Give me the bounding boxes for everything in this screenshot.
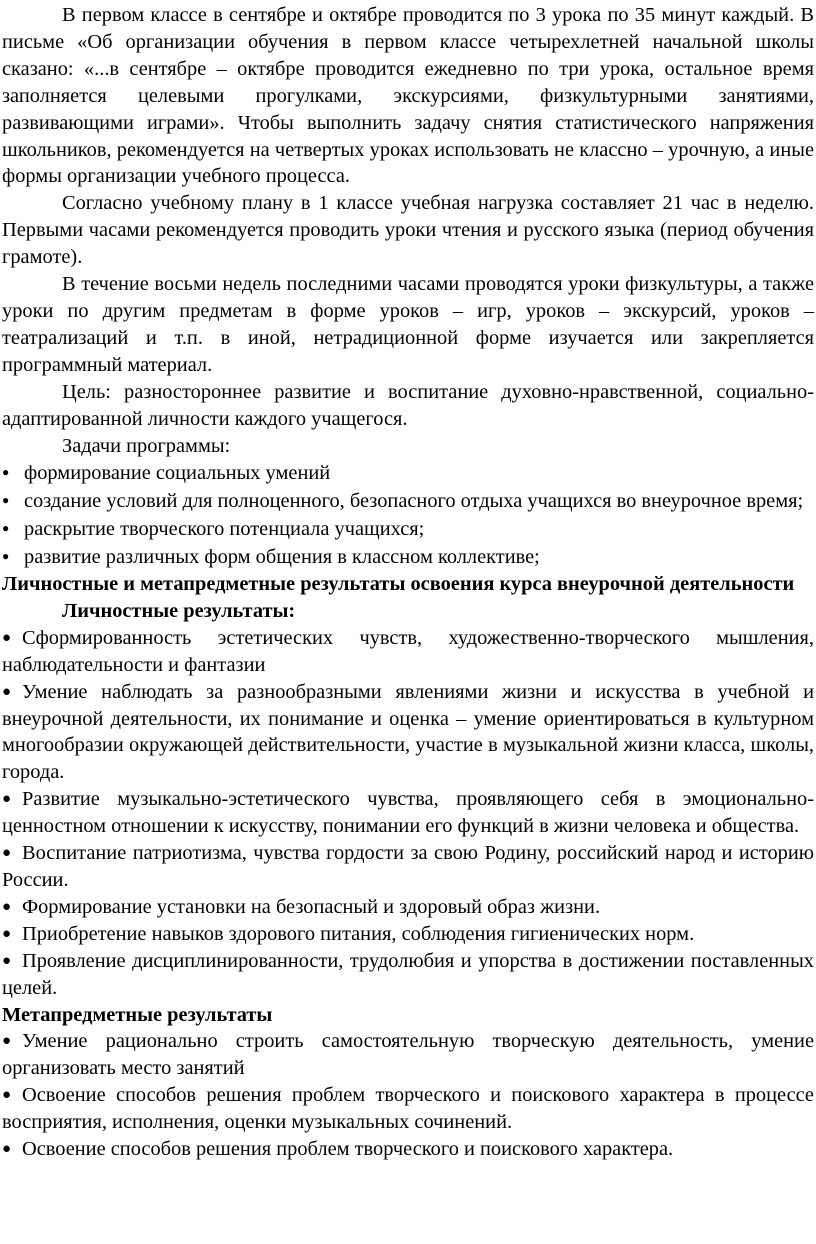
bullet-icon: ● — [2, 493, 10, 508]
bullet-icon: ● — [2, 898, 12, 915]
bullet-icon: ● — [2, 791, 12, 808]
list-item: ● формирование социальных умений — [2, 459, 814, 487]
bullet-icon: ● — [2, 629, 12, 646]
bullet-icon: ● — [2, 549, 10, 564]
list-item: ● развитие различных форм общения в классном коллективе; — [2, 543, 814, 571]
bullet-icon: ● — [2, 521, 10, 536]
list-item: ● Освоение способов решения проблем творческого и поискового характера в процессе восприятия, исполнения, оценки музыкальных сочинений. — [2, 1084, 814, 1134]
list-item: ● раскрытие творческого потенциала учащихся; — [2, 515, 814, 543]
bullet-icon: ● — [2, 1141, 12, 1158]
tasks-list — [2, 459, 814, 571]
list-item: ● Умение наблюдать за разнообразными явлениями жизни и искусства в учебной и внеурочной деятельности, их понимание и оценка – умение ориентироваться в культурном многообразии окружающей действительности, участие в музыкальной жизни класса, школы, города. — [2, 680, 814, 784]
list-item: ● Проявление дисциплинированности, трудолюбия и упорства в достижении поставленных целей. — [2, 949, 814, 999]
personal-results-heading: Личностные результаты: — [62, 599, 296, 622]
bullet-icon: ● — [2, 845, 12, 862]
list-item: ● создание условий для полноценного, безопасного отдыха учащихся во внеурочное время; — [2, 487, 814, 515]
list-item: ● Сформированность эстетических чувств, художественно-творческого мышления, наблюдательности и фантазии — [2, 626, 814, 676]
bullet-icon: ● — [2, 683, 12, 700]
meta-results-list — [2, 1028, 814, 1163]
bullet-icon: ● — [2, 1033, 12, 1050]
list-item: ● Освоение способов решения проблем творческого и поискового характера. — [2, 1136, 814, 1163]
list-item: ● Умение рационально строить самостоятельную творческую деятельность, умение организовать место занятий — [2, 1030, 814, 1080]
personal-results-list — [2, 625, 814, 1002]
bullet-icon: ● — [2, 1087, 12, 1104]
list-item: ● Приобретение навыков здорового питания, соблюдения гигиенических норм. — [2, 921, 814, 948]
list-item: ● Воспитание патриотизма, чувства гордости за свою Родину, российский народ и историю России. — [2, 842, 814, 891]
bullet-icon: ● — [2, 465, 10, 480]
bullet-icon: ● — [2, 952, 12, 969]
paragraph-study-plan: Согласно учебному плану в 1 классе учебная нагрузка составляет 21 час в неделю. Первыми часами рекомендуется проводить уроки чтения и русского языка (период обучения грамоте). — [2, 192, 814, 269]
tasks-heading: Задачи программы: — [62, 434, 231, 457]
list-item: ● Формирование установки на безопасный и здоровый образ жизни. — [2, 894, 814, 921]
document-page — [2, 2, 814, 1163]
list-item: ● Развитие музыкально-эстетического чувства, проявляющего себя в эмоционально-ценностном отношении к искусству, понимании его функций в жизни человека и общества. — [2, 788, 814, 838]
paragraph-eight-weeks: В течение восьми недель последними часами проводятся уроки физкультуры, а также уроки по другим предметам в форме уроков – игр, уроков – экскурсий, уроков – театрализаций и т.п. в иной, нетрадиционной форме изучается или закрепляется программный материал. — [2, 273, 814, 376]
bullet-icon: ● — [2, 925, 12, 942]
paragraph-goal: Цель: разностороннее развитие и воспитание духовно-нравственной, социально-адаптированной личности каждого учащегося. — [2, 380, 814, 430]
meta-results-heading: Метапредметные результаты — [2, 1003, 273, 1026]
results-section-heading: Личностные и метапредметные результаты освоения курса внеурочной деятельности — [2, 573, 795, 596]
paragraph-first-grade-lessons: В первом классе в сентябре и октябре проводится по 3 урока по 35 минут каждый. В письме «Об организации обучения в первом классе четырехлетней начальной школы сказано: «...в сентябре – октябре проводится ежедневно по три урока, остальное время заполняется целевыми прогулками, экскурсиями, физкультурными занятиями, развивающими играми». Чтобы выполнить задачу снятия статистического напряжения школьников, рекомендуется на четвертых уроках использовать не классно – урочную, а иные формы организации учебного процесса. — [2, 4, 814, 188]
